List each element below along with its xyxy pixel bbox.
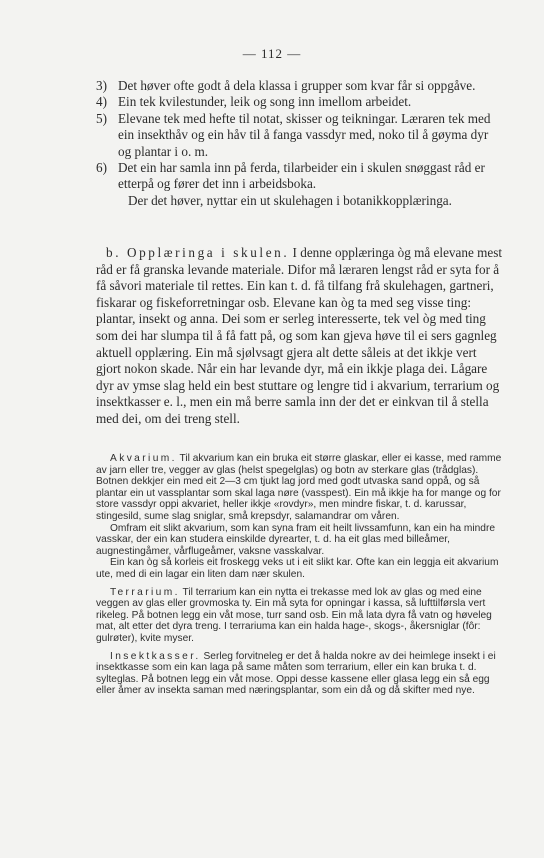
paragraph-text: Til akvarium kan ein bruka eit større glaskar, eller ei kasse, med ramme av jarn eller tre, vegger av glas (helst spegelglas) og botn av sterkare glas (trådglas). Botnen dekkjer ein med eit 2—3 cm tjukt lag jord med godt utvaska sand oppå, og så plantar ein ut vassplantar som skal laga nøre (vasspest). Ein må ikkje ha for mange og for store vassdyr oppi akvariet, heller ikkje «rovdyr», men mindre fiskar, t. d. karussar, stingesild, sume slag sniglar, små krepsdyr, salamandrar om våren. [96,453,502,522]
list-item [96,111,502,160]
list-item [96,78,502,94]
list-item-number: 5) [96,110,107,126]
small-paragraph [96,587,502,645]
paragraph-text: Ein kan òg så korleis eit froskegg veks ut i eit slikt kar. Ofte kan ein leggja eit akvarium ute, med di ein lagar ein liten dam nær skulen. [96,557,499,580]
list-item-text: Elevane tek med hefte til notat, skisser og teikningar. Læraren tek med ein insekthåv og ein håv til å fanga vassdyr med, noko til å gøyma dyr og plantar i o. m. [118,110,491,159]
paragraph-lead: Akvarium. [110,453,177,464]
paragraph-text: Til terrarium kan ein nytta ei trekasse med lok av glas og med eine veggen av glas eller grovmoska ty. Ein må syta for opningar i kassa, så lufttilførsla vert rikeleg. På botnen legg ein våt mose, turr sand osb. Ein må lata dyra få vatn og høveleg mat, alt etter det dyra treng. I terrariuma kan ein halda hage-, skogs-, åkersniglar (fôr: gulrøter), kvite myser. [96,586,492,644]
list-item-number: 3) [96,78,107,93]
small-paragraph [96,453,502,523]
paragraph-lead: Terrarium. [110,586,180,598]
list-item-number: 4) [96,94,107,110]
list-item-text: Det ein har samla inn på ferda, tilarbeider ein i skulen snøggast råd er etterpå og fører det inn i arbeidsboka. [118,160,485,192]
paragraph-lead: Insektkasser. [110,650,201,662]
small-paragraph [96,557,502,580]
small-paragraph [96,651,502,697]
list-item [96,160,502,193]
section-body: I denne opplæringa òg må elevane mest råd er få granska levande materiale. Difor må læraren lengst råd er syta for å få såvori materiale til rettes. Ein kan t. d. få tilfang frå skulehagen, gartneri, fiskarar og fiskeforretningar osb. Elevane kan òg ta med seg visse ting: plantar, insekt og anna. Dei som er serleg interesserte, tek vel òg med ting som dei har slumpa til å få fatt på, og som kan gjeva høve til ei sers gagnleg aktuell opplæring. Ein må sjølvsagt gjera alt dette såleis at det ikkje vert gjort nokon skade. Når ein har levande dyr, må ein ikkje plaga dei. Lågare dyr av ymse slag held ein best stuttare og lengre tid i akvarium, terrarium og insektkasser e. l., men ein må berre samla inn der det er einkvan til å stella med dei, om dei treng stell. [96,245,503,426]
small-paragraph [96,523,502,558]
section-heading: b. Opplæringa i skulen. [106,245,290,260]
list-item-text: Ein tek kvilestunder, leik og song inn imellom arbeidet. [118,94,412,110]
paragraph-text: Omfram eit slikt akvarium, som kan syna fram eit heilt livssamfunn, kan ein ha mindre vasskar, der ein kan studera einskilde dyrearter, t. d. ha eit glas med billeåmer, augnestingåmer, vårflugeåmer, vaksne vasskalvar. [96,522,495,557]
paragraph-text: Serleg forvitneleg er det å halda nokre av dei heimlege insekt i ei insektkasse som ein kan laga på same måten som terrarium, eller ein kan bruka t. d. sylteglas. På botnen legg ein våt mose. Oppi desse kassene eller glasa legg ein så egg eller åmer av insekta saman med næringsplantar, som ein då og då skifter med nye. [96,650,496,697]
page-number: — 112 — [242,46,302,61]
numbered-list [96,78,502,209]
small-print [96,453,502,697]
list-item-text: Det høver ofte godt å dela klassa i grupper som kvar får si oppgåve. [118,78,476,93]
list-note: Der det høver, nyttar ein ut skulehagen i botanikkopplæringa. [128,192,452,208]
list-item-number: 6) [96,160,107,176]
list-item [96,94,502,110]
section-b [96,245,502,428]
